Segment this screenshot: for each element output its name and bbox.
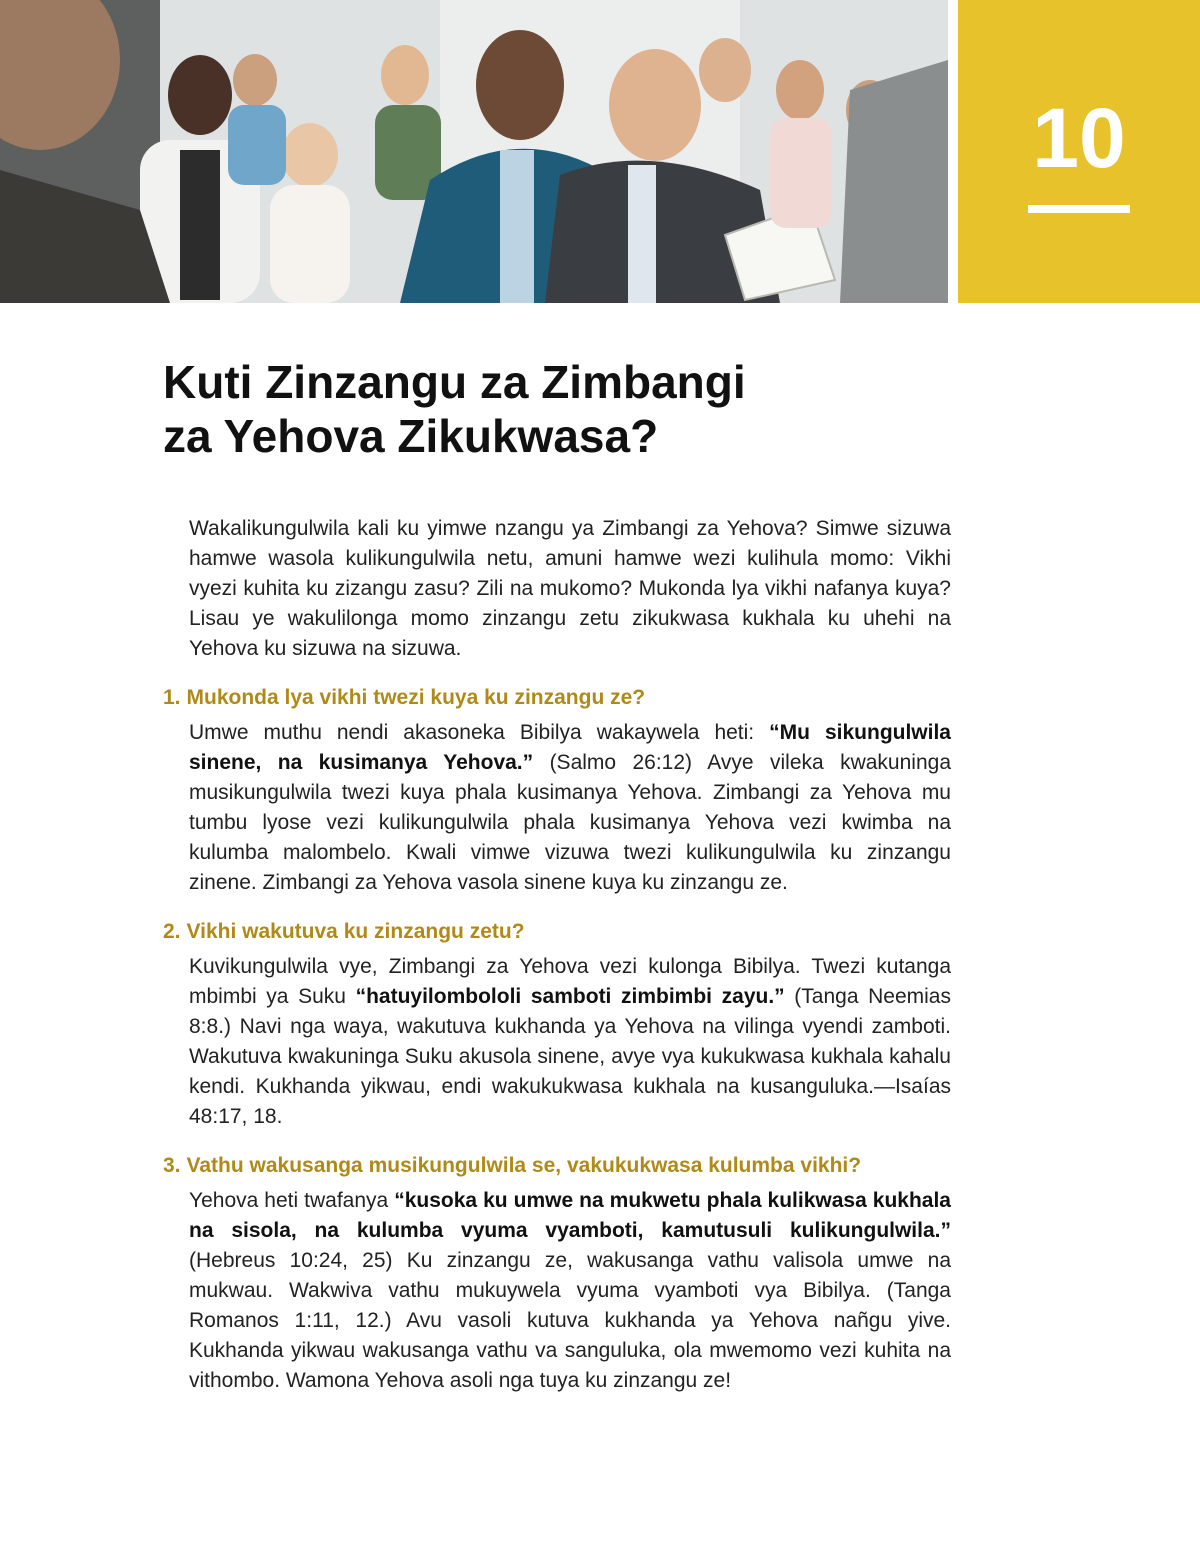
chapter-rule [1028,205,1130,213]
answer-1-paragraph [189,718,951,898]
chapter-number-box [958,0,1200,303]
chapter-number: 10 [1032,91,1126,185]
question-3-number: 3. [163,1154,181,1177]
question-1-text: Mukonda lya vikhi twezi kuya ku zinzangu ze? [186,686,646,709]
answer-2-quote: “hatuyilombololi samboti zimbimbi zayu.” [355,985,785,1008]
answer-3-quote: “kusoka ku umwe na mukwetu phala kulikwasa kukhala na sisola, na kulumba vyuma vyamboti, kamutusuli kulikungulwila.” [189,1189,951,1242]
answer-3-text-b: (Hebreus 10:24, 25) Ku zinzangu ze, wakusanga vathu valisola umwe na mukwau. Wakwiva vathu mukuywela vyuma vyamboti vya Bibilya. (Tanga Romanos 1:11, 12.) Avu vasoli kutuva kukhanda ya Yehova nañgu yive. Kukhanda yikwau wakusanga vathu va sanguluka, ola mwemomo vezi kuhita na vithombo. Wamona Yehova asoli nga tuya ku zinzangu ze! [189,1249,951,1392]
question-2 [163,918,951,946]
congregation-photo-illustration [0,0,948,303]
intro-paragraph: Wakalikungulwila kali ku yimwe nzangu ya Zimbangi za Yehova? Simwe sizuwa hamwe wasola kulikungulwila netu, amuni hamwe wezi kulihula momo: Vikhi vyezi kuhita ku zizangu zasu? Zili na mukomo? Mukonda lya vikhi nafanya kuya? Lisau ye wakulilonga momo zinzangu zetu zikukwasa kukhala ku uhehi na Yehova ku sizuwa na sizuwa. [189,517,951,660]
question-1-number: 1. [163,686,181,709]
article-body [163,514,951,1396]
page-title [163,355,923,463]
question-1 [163,684,951,712]
answer-2-paragraph [189,952,951,1132]
question-2-text: Vikhi wakutuva ku zinzangu zetu? [186,920,525,943]
answer-3-paragraph [189,1186,951,1396]
hero-photo [0,0,948,303]
answer-3-text-a: Yehova heti twafanya [189,1189,395,1212]
title-line-2: za Yehova Zikukwasa? [163,410,659,462]
title-line-1: Kuti Zinzangu za Zimbangi [163,356,746,408]
question-3-text: Vathu wakusanga musikungulwila se, vakukukwasa kulumba vikhi? [186,1154,862,1177]
answer-1-text-a: Umwe muthu nendi akasoneka Bibilya wakaywela heti: [189,721,770,744]
answer-1-text-b: (Salmo 26:12) Avye vileka kwakuninga musikungulwila twezi kuya phala kusimanya Yehova. Zimbangi za Yehova mu tumbu lyose vezi kulikungulwila phala kusimanya Yehova vezi kwimba na kulumba malombelo. Kwali vimwe vizuwa twezi kulikungulwila ku zinzangu zinene. Zimbangi za Yehova vasola sinene kuya ku zinzangu ze. [189,751,951,894]
question-3 [163,1152,951,1180]
answer-1-quote: “Mu sikungulwila sinene, na kusimanya Yehova.” [189,721,951,774]
answer-2-text-a: Kuvikungulwila vye, Zimbangi za Yehova vezi kulonga Bibilya. Twezi kutanga mbimbi ya Suku [189,955,951,1008]
question-2-number: 2. [163,920,181,943]
answer-2-text-b: (Tanga Neemias 8:8.) Navi nga waya, wakutuva kukhanda ya Yehova na vilinga vyendi zamboti. Wakutuva kwakuninga Suku akusola sinene, avye vya kukukwasa kukhala kahalu kendi. Kukhanda yikwau, endi wakukukwasa kukhala na kusanguluka.—Isaías 48:17, 18. [189,985,951,1128]
